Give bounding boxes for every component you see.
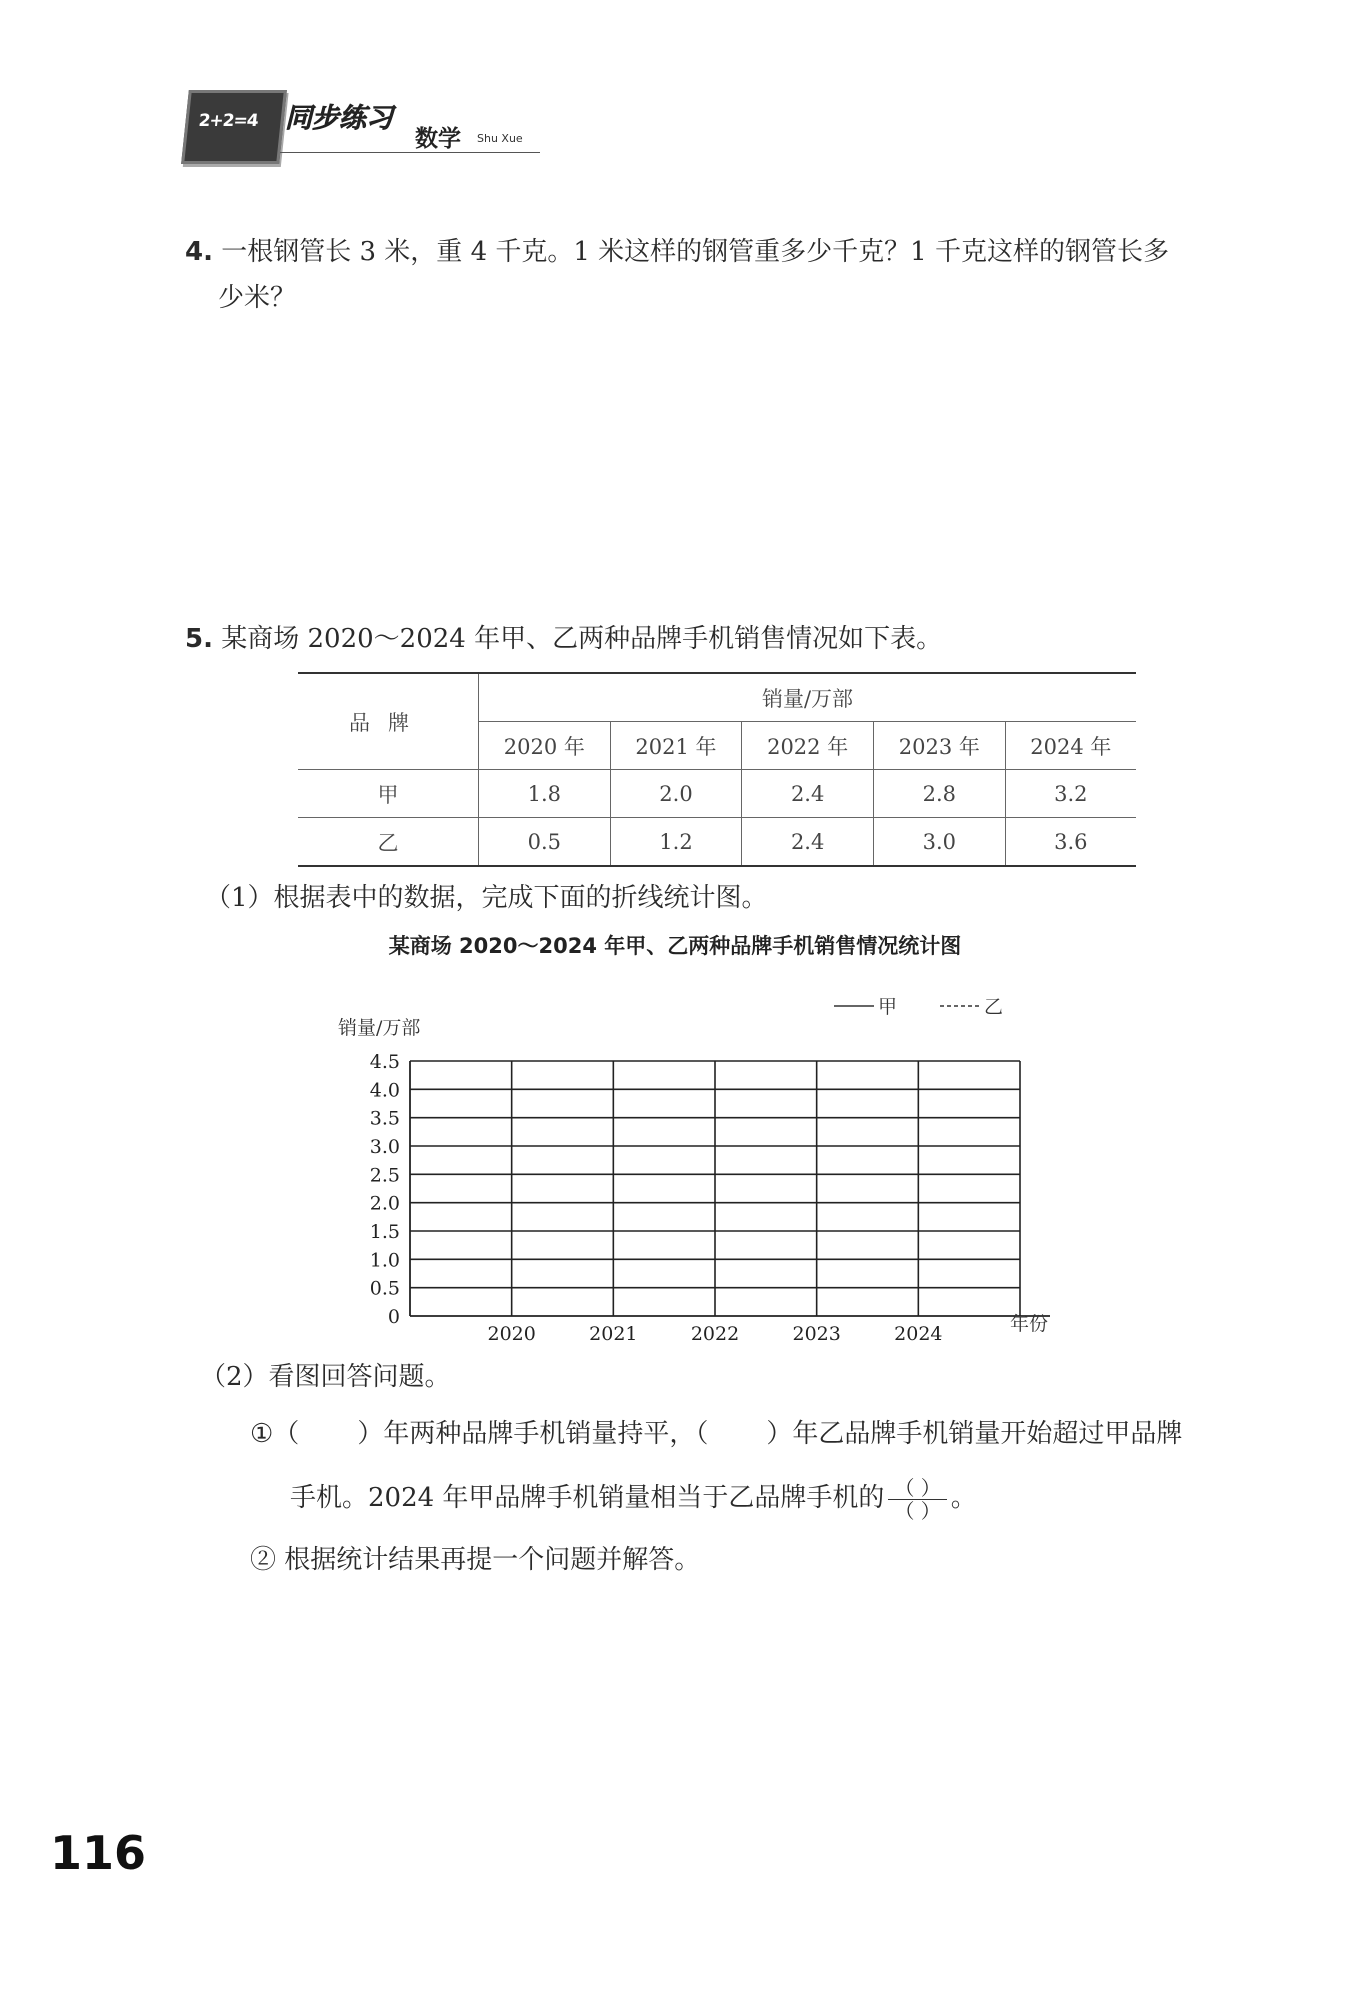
question-4 [185, 230, 1265, 274]
y-tick-label: 2.0 [369, 1192, 400, 1215]
value-cell: 3.2 [1005, 770, 1136, 818]
page-header [185, 82, 545, 162]
chart-title: 某商场 2020～2024 年甲、乙两种品牌手机销售情况统计图 [388, 934, 962, 958]
subject-label: 数学 [415, 126, 461, 152]
value-cell: 1.8 [479, 770, 611, 818]
brand-header: 品牌 [349, 710, 427, 735]
question-5 [185, 617, 1265, 661]
part-2-text: （2）看图回答问题。 [200, 1362, 451, 1392]
question-intro: 某商场 2020～2024 年甲、乙两种品牌手机销售情况如下表。 [221, 624, 943, 654]
brand-cell: 甲 [298, 770, 479, 818]
brand-cell: 乙 [298, 818, 479, 867]
question-4-line2: 少米？ [218, 283, 297, 313]
table-header-row [298, 673, 1136, 722]
y-axis-label: 销量/万部 [338, 1017, 421, 1039]
x-tick-label: 2023 [792, 1323, 841, 1345]
part-1-text: （1）根据表中的数据，完成下面的折线统计图。 [205, 883, 768, 913]
y-tick-label: 0 [387, 1306, 400, 1328]
x-tick-label: 2020 [487, 1323, 536, 1345]
y-tick-label: 4.5 [369, 1051, 400, 1073]
sales-header-cell: 销量/万部 [479, 673, 1137, 722]
chalkboard-logo [181, 90, 287, 164]
sub-question-2: ② 根据统计结果再提一个问题并解答。 [250, 1545, 701, 1575]
fraction-numerator[interactable]: （ ） [888, 1477, 946, 1500]
question-text-line1: 一根钢管长 3 米，重 4 千克。1 米这样的钢管重多少千克？1 千克这样的钢管长多 [221, 237, 1169, 267]
question-number: 4. [185, 237, 213, 267]
value-cell: 0.5 [479, 818, 611, 867]
chart-ticks [370, 1051, 943, 1345]
header-rule [280, 152, 540, 153]
sub-question-1-line2 [290, 1476, 977, 1522]
page-number: 116 [50, 1826, 147, 1880]
x-tick-label: 2021 [589, 1323, 638, 1345]
sub1-middle: ）年两种品牌手机销量持平，（ [357, 1419, 709, 1449]
value-cell: 2.4 [742, 818, 874, 867]
year-cell: 2021 年 [610, 722, 742, 770]
fraction-blank[interactable] [888, 1477, 946, 1522]
series-title: 同步练习 [285, 103, 393, 134]
y-tick-label: 4.0 [369, 1079, 400, 1102]
chalkboard-text: 2+2=4 [197, 111, 259, 131]
sales-table [298, 672, 1136, 867]
legend-label-yi: 乙 [984, 996, 1004, 1018]
y-tick-label: 2.5 [369, 1164, 400, 1187]
chart-legend [834, 996, 1003, 1018]
value-cell: 2.8 [873, 770, 1005, 818]
year-cell: 2022 年 [742, 722, 874, 770]
brand-header-cell [298, 673, 479, 770]
sub1-open: ①（ [250, 1419, 300, 1449]
table-row [298, 818, 1136, 867]
year-cell: 2020 年 [479, 722, 611, 770]
y-tick-label: 0.5 [369, 1277, 400, 1300]
sub-question-1 [250, 1412, 1290, 1456]
value-cell: 2.4 [742, 770, 874, 818]
year-cell: 2023 年 [873, 722, 1005, 770]
x-tick-label: 2022 [690, 1323, 740, 1345]
year-cell: 2024 年 [1005, 722, 1136, 770]
line-chart [320, 990, 1080, 1360]
value-cell: 1.2 [610, 818, 742, 867]
chart-grid [410, 1061, 1050, 1316]
y-tick-label: 3.0 [369, 1136, 400, 1158]
y-tick-label: 1.5 [369, 1221, 400, 1243]
x-axis-label: 年份 [1010, 1313, 1049, 1335]
sub1-period: 。 [950, 1483, 977, 1513]
question-number: 5. [185, 624, 213, 654]
value-cell: 3.6 [1005, 818, 1136, 867]
fraction-denominator[interactable]: （ ） [894, 1498, 941, 1523]
y-tick-label: 3.5 [369, 1107, 400, 1130]
sub1-end: ）年乙品牌手机销量开始超过甲品牌 [766, 1419, 1183, 1449]
value-cell: 2.0 [610, 770, 742, 818]
legend-label-jia: 甲 [878, 996, 898, 1018]
table-row [298, 770, 1136, 818]
subject-pinyin: Shu Xue [477, 132, 523, 145]
sub1-line2-text: 手机。2024 年甲品牌手机销量相当于乙品牌手机的 [290, 1483, 885, 1513]
x-tick-label: 2024 [894, 1323, 943, 1345]
value-cell: 3.0 [873, 818, 1005, 867]
y-tick-label: 1.0 [369, 1249, 400, 1272]
